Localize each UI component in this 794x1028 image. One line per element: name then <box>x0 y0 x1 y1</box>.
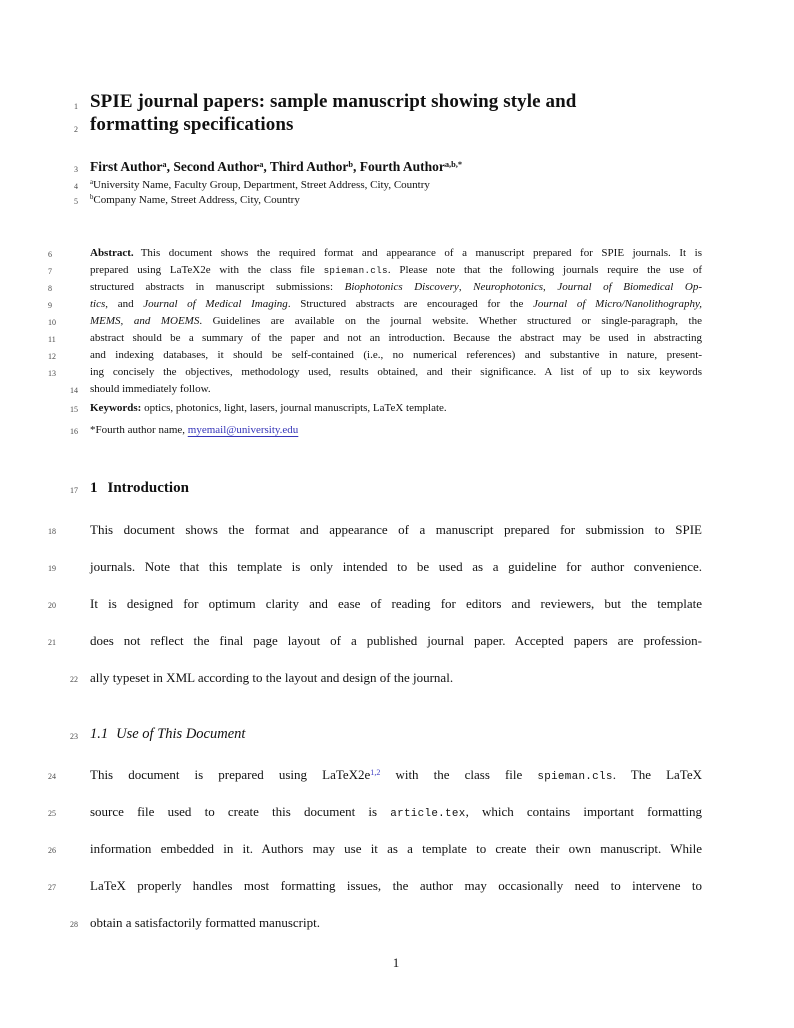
abstract-line-10 <box>48 314 702 329</box>
body-text: This document shows the format and appearance of a manuscript prepared for submission to SPIE <box>90 522 702 537</box>
email-link[interactable]: myemail@university.edu <box>187 424 299 436</box>
line-number: 8 <box>48 284 52 293</box>
section-title: Use of This Document <box>116 726 246 742</box>
section-1-heading <box>70 478 702 498</box>
body-text: . The LaTeX <box>612 767 702 782</box>
section-title: Introduction <box>107 480 189 496</box>
author-affiliation-superscript: a <box>162 159 167 169</box>
intro-paragraph-line-19 <box>48 558 702 576</box>
body-text: journals. Note that this template is only intended to be used as a guideline for author convenience. <box>90 559 702 574</box>
author-affiliation-superscript: a <box>259 159 264 169</box>
affiliation-superscript: a <box>90 179 94 187</box>
affiliation-line-a <box>74 178 702 193</box>
line-number: 27 <box>48 883 56 892</box>
abstract-line-14 <box>70 382 702 397</box>
line-number: 23 <box>70 732 78 741</box>
author-line <box>74 158 702 176</box>
journal-title-italic: Journal of Biomedical Op- <box>557 281 703 293</box>
line-number: 20 <box>48 601 56 610</box>
keywords-text: optics, photonics, light, lasers, journal manuscripts, LaTeX template. <box>141 402 447 414</box>
journal-title-italic: Journal of Medical Imaging <box>143 298 288 310</box>
line-number: 19 <box>48 564 56 573</box>
affiliation-superscript: b <box>90 194 94 202</box>
abstract-line-8 <box>48 280 703 295</box>
line-number: 17 <box>70 486 78 495</box>
journal-title-italic: MEMS, and MOEMS <box>90 315 200 327</box>
affiliation-line-b <box>74 193 702 208</box>
mono-classfile: spieman.cls <box>323 265 388 276</box>
line-number: 13 <box>48 369 56 378</box>
body-text: obtain a satisfactorily formatted manuscript. <box>90 915 320 930</box>
affiliation-text: University Name, Faculty Group, Department, Street Address, City, Country <box>93 179 430 191</box>
body-text: It is designed for optimum clarity and ease of reading for editors and reviewers, but the template <box>90 596 702 611</box>
section-number: 1 <box>90 480 98 496</box>
author-affiliation-superscript: b <box>348 159 353 169</box>
abstract-text: prepared using LaTeX2e with the class file <box>90 264 324 276</box>
line-number: 9 <box>48 301 52 310</box>
abstract-text: ing concisely the objectives, methodology used, results obtained, and their significance. A list of up to six keywords <box>90 366 702 378</box>
line-number: 28 <box>70 920 78 929</box>
keywords-line <box>70 401 702 416</box>
body-text: does not reflect the final page layout of a published journal paper. Accepted papers are profession- <box>90 633 702 648</box>
abstract-text: . Please note that the following journals require the use of <box>387 264 702 276</box>
author-name: , Second Author <box>166 159 260 174</box>
abstract-text: abstract should be a summary of the paper and not an introduction. Because the abstract may be used in abstracting <box>90 332 702 344</box>
abstract-text: This document shows the required format and appearance of a manuscript prepared for SPIE journals. It is <box>140 247 702 259</box>
correspondence-text: *Fourth author name, <box>90 424 188 436</box>
abstract-text: , <box>458 281 474 293</box>
line-number: 6 <box>48 250 52 259</box>
abstract-label: Abstract. <box>90 247 134 259</box>
abstract-line-11 <box>48 331 702 346</box>
line-number: 25 <box>48 809 56 818</box>
abstract-text: , and <box>105 298 144 310</box>
paper-title-text: formatting specifications <box>90 114 294 135</box>
mono-sourcefile: article.tex <box>390 808 466 820</box>
abstract-text: . Structured abstracts are encouraged for the <box>287 298 534 310</box>
line-number: 21 <box>48 638 56 647</box>
author-name: , Third Author <box>263 159 349 174</box>
paper-title-text: SPIE journal papers: sample manuscript showing style and <box>90 91 577 112</box>
abstract-line-9 <box>48 297 702 312</box>
journal-title-italic: Neurophotonics <box>473 281 544 293</box>
intro-paragraph-line-20 <box>48 595 702 613</box>
usedoc-paragraph-line-24 <box>48 766 702 786</box>
body-text: source file used to create this document is <box>90 804 391 819</box>
usedoc-paragraph-line-26 <box>48 840 702 858</box>
line-number: 1 <box>74 102 78 111</box>
line-number: 11 <box>48 335 56 344</box>
abstract-line-13 <box>48 365 702 380</box>
journal-title-italic: Journal of Micro/Nanolithography, <box>533 298 702 310</box>
line-number: 18 <box>48 527 56 536</box>
author-affiliation-superscript: a,b,* <box>444 159 463 169</box>
intro-paragraph-line-22 <box>70 669 702 687</box>
intro-paragraph-line-21 <box>48 632 702 650</box>
paper-title-line-2 <box>74 113 702 137</box>
correspondence-line <box>70 423 702 438</box>
mono-classfile: spieman.cls <box>537 771 613 783</box>
author-name: , Fourth Author <box>352 159 445 174</box>
line-number: 7 <box>48 267 52 276</box>
line-number: 2 <box>74 125 78 134</box>
abstract-text: and indexing databases, it should be self-contained (i.e., no numerical references) and substantive in nature, present- <box>90 349 702 361</box>
journal-title-italic: Biophotonics Discovery <box>344 281 459 293</box>
affiliation-text: Company Name, Street Address, City, Country <box>93 194 300 206</box>
abstract-text: should immediately follow. <box>90 383 211 395</box>
section-number: 1.1 <box>90 726 109 742</box>
line-number: 24 <box>48 772 56 781</box>
line-number: 14 <box>70 386 78 395</box>
author-name: First Author <box>90 159 163 174</box>
body-text: ally typeset in XML according to the layout and design of the journal. <box>90 670 454 685</box>
line-number: 22 <box>70 675 78 684</box>
body-text: This document is prepared using LaTeX2e <box>90 767 371 782</box>
abstract-line-7 <box>48 263 702 278</box>
abstract-text: , <box>543 281 558 293</box>
line-number: 5 <box>74 197 78 206</box>
body-text: information embedded in it. Authors may use it as a template to create their own manuscript. While <box>90 841 702 856</box>
line-number: 12 <box>48 352 56 361</box>
abstract-line-12 <box>48 348 702 363</box>
usedoc-paragraph-line-28 <box>70 914 702 932</box>
abstract-text: . Guidelines are available on the journal website. Whether structured or single-paragraph, the <box>199 315 702 327</box>
abstract-text: structured abstracts in manuscript submissions: <box>90 281 345 293</box>
keywords-label: Keywords: <box>90 402 142 414</box>
citation-superscript-link[interactable]: 1,2 <box>370 767 381 777</box>
paper-title-line-1 <box>74 90 702 114</box>
line-number: 4 <box>74 182 78 191</box>
usedoc-paragraph-line-27 <box>48 877 702 895</box>
line-number: 10 <box>48 318 56 327</box>
line-number: 16 <box>70 427 78 436</box>
usedoc-paragraph-line-25 <box>48 803 702 823</box>
page-number: 1 <box>392 955 400 970</box>
line-number: 26 <box>48 846 56 855</box>
intro-paragraph-line-18 <box>48 521 702 539</box>
line-number: 15 <box>70 405 78 414</box>
abstract-line-6 <box>48 246 702 261</box>
body-text: with the class file <box>380 767 538 782</box>
section-1-1-heading <box>70 724 702 744</box>
body-text: , which contains important formatting <box>465 804 702 819</box>
line-number: 3 <box>74 165 78 174</box>
journal-title-italic: tics <box>90 298 106 310</box>
body-text: LaTeX properly handles most formatting issues, the author may occasionally need to intervene to <box>90 878 702 893</box>
